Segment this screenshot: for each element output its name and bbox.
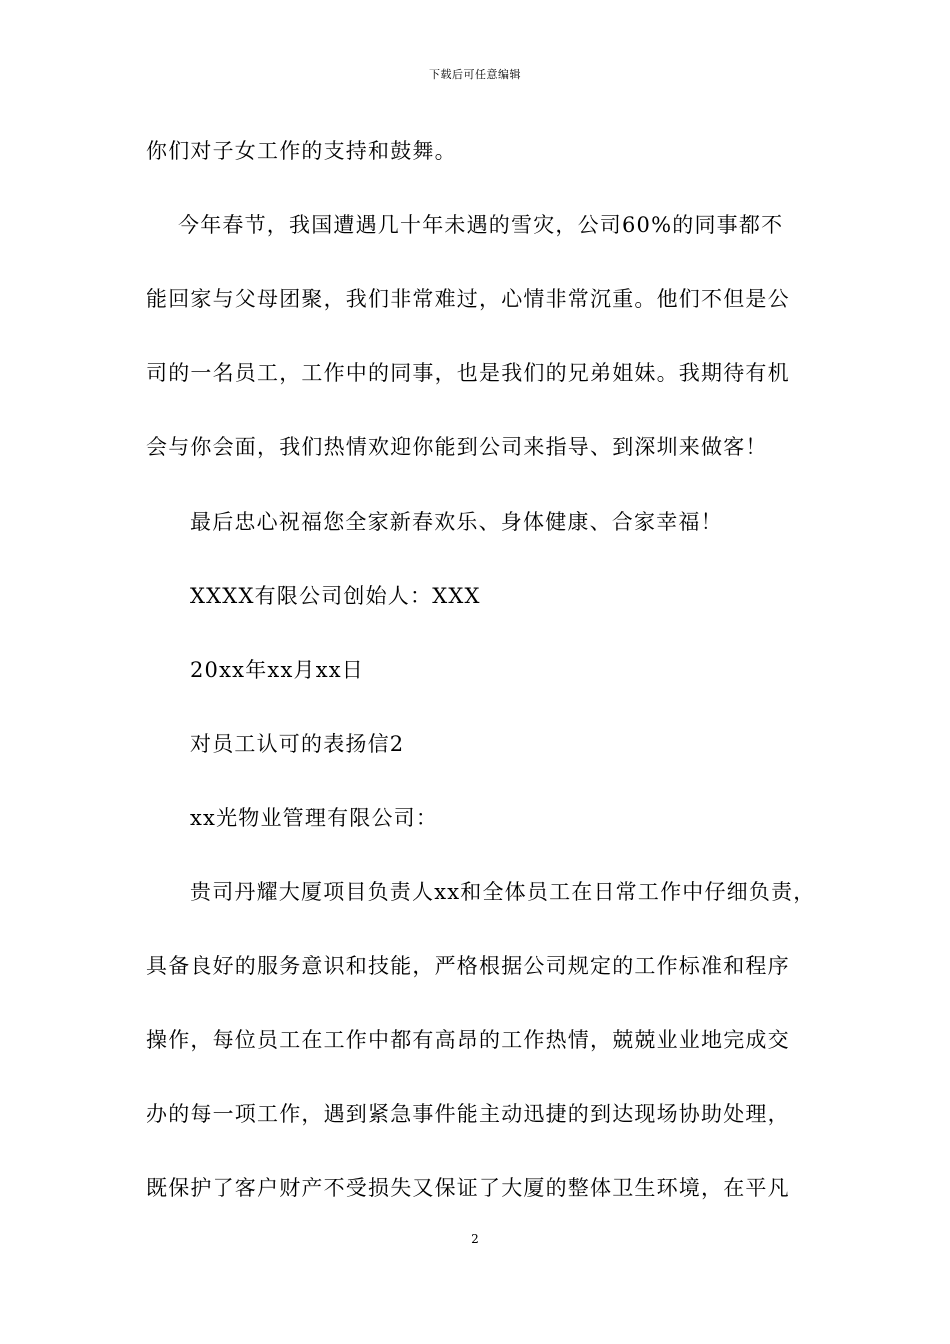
text-line: 司的一名员工，工作中的同事，也是我们的兄弟姐妹。我期待有机 bbox=[146, 361, 790, 385]
text-line: 能回家与父母团聚，我们非常难过，心情非常沉重。他们不但是公 bbox=[146, 287, 790, 311]
page-header-note: 下载后可任意编辑 bbox=[429, 68, 521, 81]
text-line: 你们对子女工作的支持和鼓舞。 bbox=[146, 139, 457, 163]
date-line: 20xx年xx月xx日 bbox=[190, 658, 364, 682]
text-line: 既保护了客户财产不受损失又保证了大厦的整体卫生环境，在平凡 bbox=[146, 1176, 790, 1200]
salutation-line: xx光物业管理有限公司： bbox=[190, 806, 439, 830]
text-line: 今年春节，我国遭遇几十年未遇的雪灾，公司60%的同事都不 bbox=[178, 213, 784, 237]
text-line: 会与你会面，我们热情欢迎你能到公司来指导、到深圳来做客！ bbox=[146, 435, 768, 459]
section-title: 对员工认可的表扬信2 bbox=[190, 732, 405, 756]
text-line: 最后忠心祝福您全家新春欢乐、身体健康、合家幸福！ bbox=[190, 510, 723, 534]
text-line: 操作，每位员工在工作中都有高昂的工作热情，兢兢业业地完成交 bbox=[146, 1028, 790, 1052]
text-line: 具备良好的服务意识和技能，严格根据公司规定的工作标准和程序 bbox=[146, 954, 790, 978]
text-line: 贵司丹耀大厦项目负责人xx和全体员工在日常工作中仔细负责， bbox=[190, 880, 816, 904]
text-line: 办的每一项工作，遇到紧急事件能主动迅捷的到达现场协助处理， bbox=[146, 1102, 790, 1126]
page-number: 2 bbox=[471, 1232, 479, 1246]
signature-line: XXXX有限公司创始人：XXX bbox=[190, 584, 481, 608]
